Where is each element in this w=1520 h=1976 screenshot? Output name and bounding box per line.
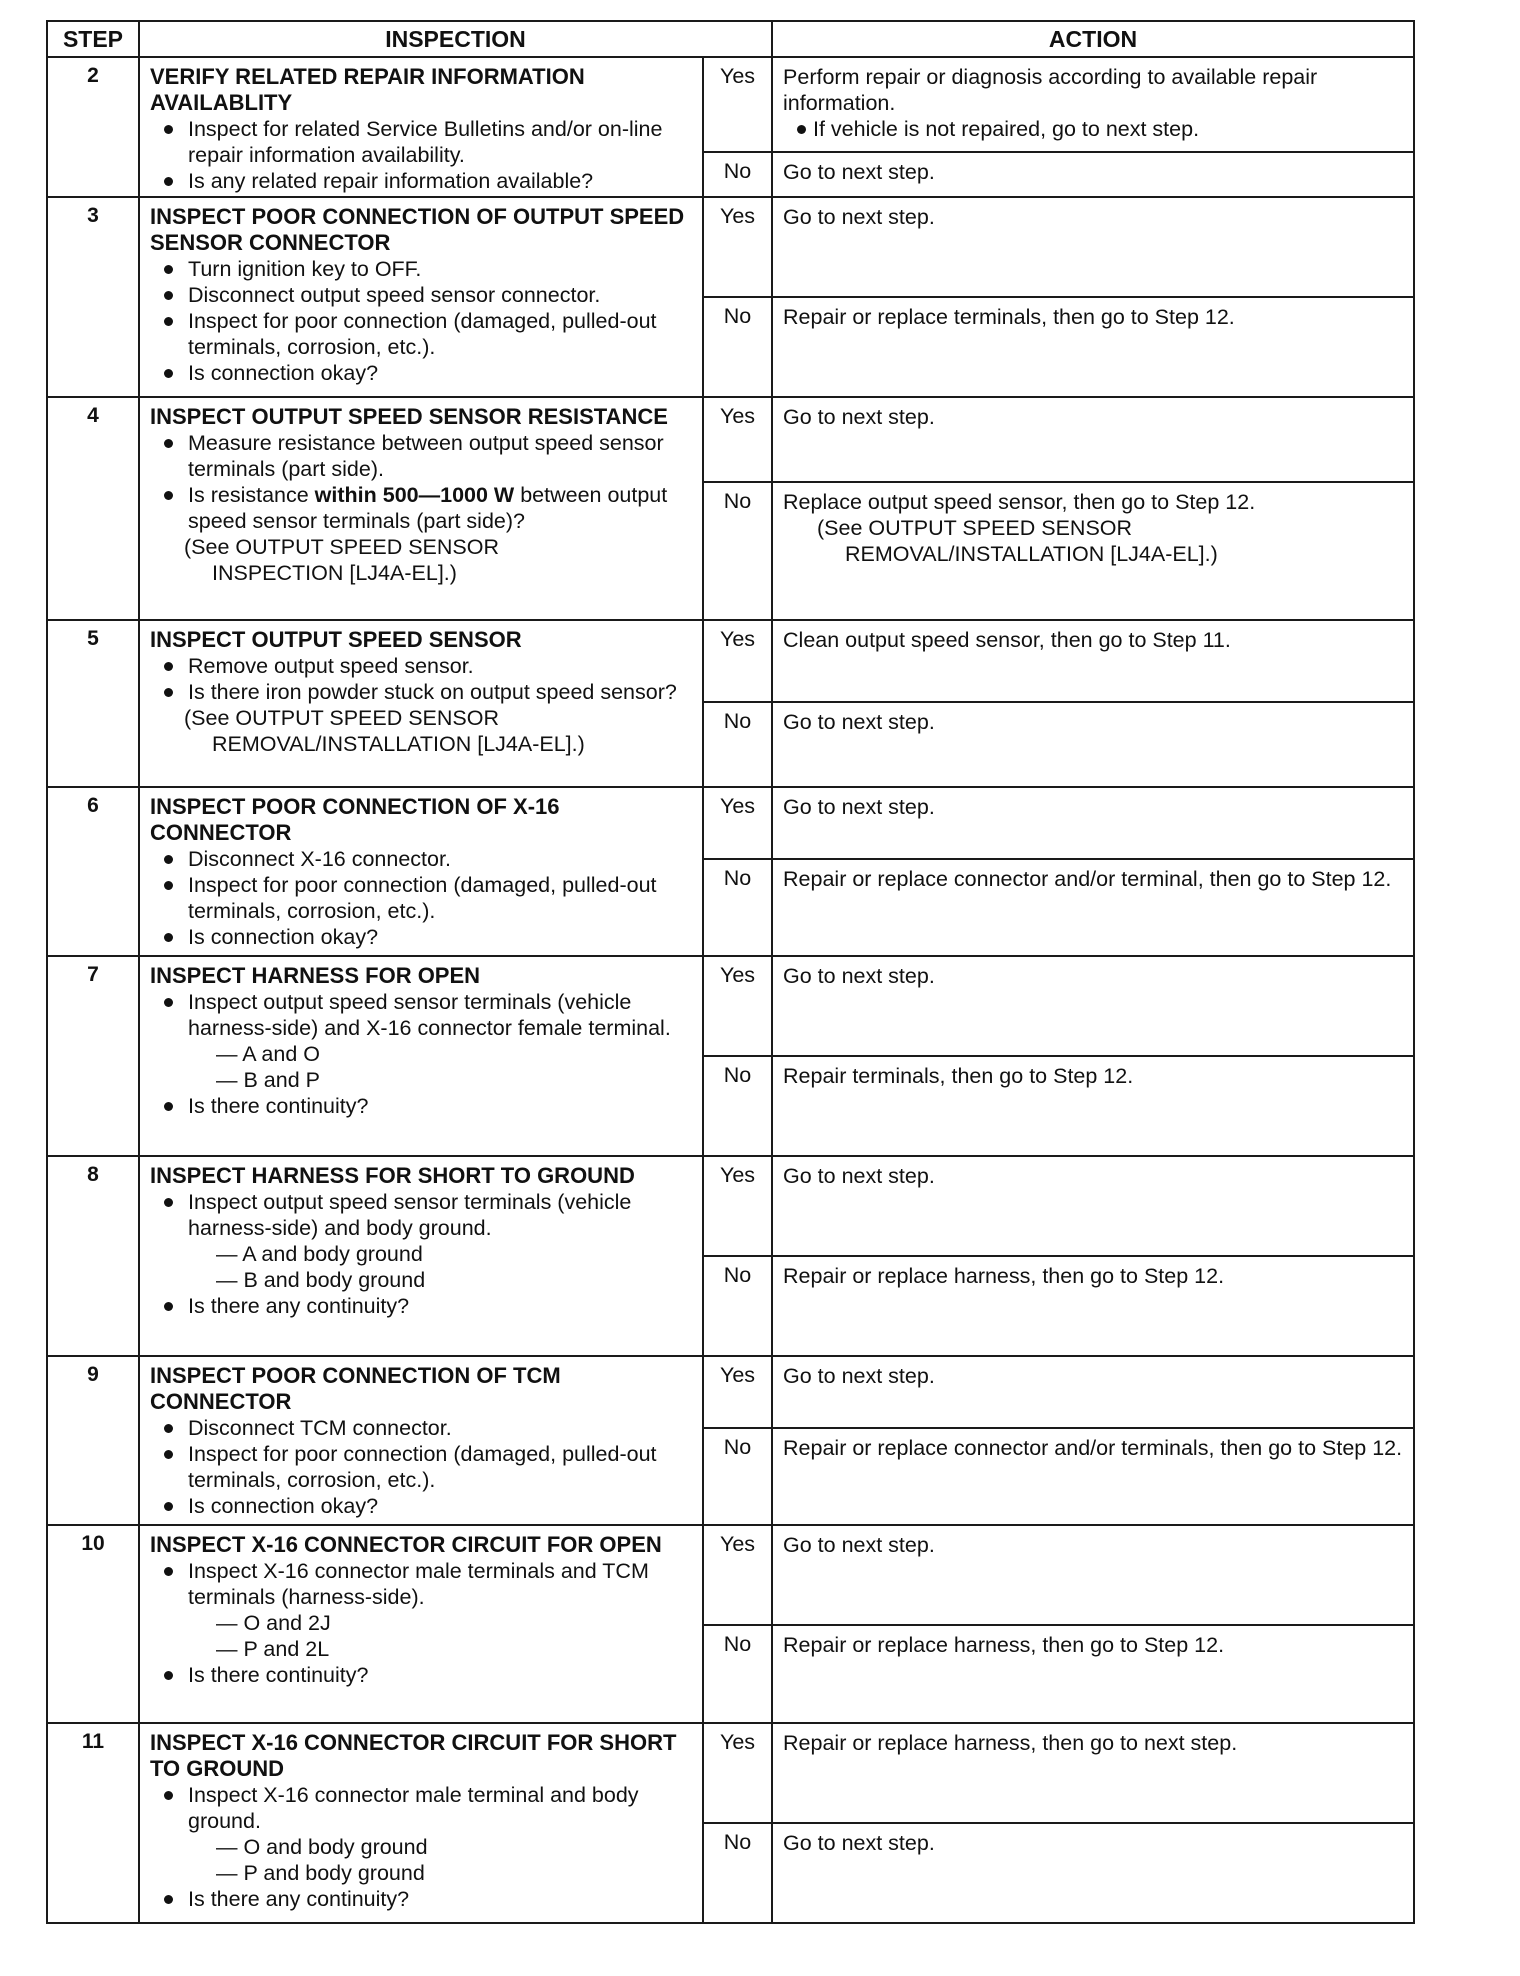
terminal-pair: — O and body ground xyxy=(216,1835,428,1859)
yes-label: Yes xyxy=(703,397,772,482)
see-reference: REMOVAL/INSTALLATION [LJ4A-EL].) xyxy=(845,542,1218,566)
no-action: Repair or replace terminals, then go to Step 12. xyxy=(772,297,1414,397)
action-text: Replace output speed sensor, then go to Step 12. xyxy=(783,490,1256,514)
yes-action: Repair or replace harness, then go to next step. xyxy=(772,1723,1414,1823)
header-row xyxy=(47,21,1414,57)
yes-label: Yes xyxy=(703,197,772,297)
no-action: Repair or replace connector and/or terminals, then go to Step 12. xyxy=(772,1428,1414,1525)
no-label: No xyxy=(703,152,772,197)
inspection-title: INSPECT HARNESS FOR SHORT TO GROUND xyxy=(150,1163,635,1188)
inspection-title: INSPECT POOR CONNECTION OF X-16 CONNECTOR xyxy=(150,794,560,845)
table-row xyxy=(47,1525,1414,1625)
table-row xyxy=(47,57,1414,152)
inspection-cell xyxy=(139,57,703,197)
terminal-pair: — A and body ground xyxy=(216,1242,423,1266)
inspection-title: INSPECT POOR CONNECTION OF OUTPUT SPEED SENSOR CONNECTOR xyxy=(150,204,685,255)
header-inspection: INSPECTION xyxy=(139,21,772,57)
yes-label: Yes xyxy=(703,57,772,152)
no-action: Repair or replace harness, then go to Step 12. xyxy=(772,1256,1414,1356)
yes-action: Go to next step. xyxy=(772,397,1414,482)
step-number: 6 xyxy=(47,787,139,956)
no-label: No xyxy=(703,1256,772,1356)
yes-action: Go to next step. xyxy=(772,787,1414,859)
inspection-bullet: Is resistance within 500—1000 W between output speed sensor terminals (part side)? xyxy=(150,482,694,534)
see-reference: (See OUTPUT SPEED SENSOR xyxy=(817,516,1133,540)
step-number: 4 xyxy=(47,397,139,620)
inspection-title: INSPECT OUTPUT SPEED SENSOR xyxy=(150,627,522,652)
yes-action: Go to next step. xyxy=(772,1356,1414,1428)
step-number: 3 xyxy=(47,197,139,397)
inspection-bullet: Inspect X-16 connector male terminals and TCM terminals (harness-side). xyxy=(150,1558,694,1610)
inspection-title: INSPECT OUTPUT SPEED SENSOR RESISTANCE xyxy=(150,404,668,429)
inspection-bullet: Inspect for poor connection (damaged, pulled-out terminals, corrosion, etc.). xyxy=(150,1441,694,1493)
no-label: No xyxy=(703,482,772,620)
no-action: Go to next step. xyxy=(772,1823,1414,1923)
inspection-cell xyxy=(139,1156,703,1356)
inspection-bullet: Is there continuity? xyxy=(150,1093,694,1119)
no-action: Repair terminals, then go to Step 12. xyxy=(772,1056,1414,1156)
yes-label: Yes xyxy=(703,787,772,859)
inspection-cell xyxy=(139,197,703,397)
step-number: 11 xyxy=(47,1723,139,1923)
inspection-bullet: Inspect X-16 connector male terminal and body ground. xyxy=(150,1782,694,1834)
no-label: No xyxy=(703,1428,772,1525)
yes-action: Go to next step. xyxy=(772,956,1414,1056)
inspection-bullet: Is there continuity? xyxy=(150,1662,694,1688)
inspection-bullet: Inspect for related Service Bulletins and/or on-line repair information availability. xyxy=(150,116,694,168)
inspection-bullet: Is any related repair information available? xyxy=(150,168,694,194)
inspection-title: INSPECT HARNESS FOR OPEN xyxy=(150,963,481,988)
step-number: 8 xyxy=(47,1156,139,1356)
table-row xyxy=(47,1356,1414,1428)
step-number: 2 xyxy=(47,57,139,197)
inspection-title: INSPECT X-16 CONNECTOR CIRCUIT FOR OPEN xyxy=(150,1532,662,1557)
terminal-pair: — A and O xyxy=(216,1042,320,1066)
action-bullet: If vehicle is not repaired, go to next step. xyxy=(783,116,1403,142)
inspection-bullet: Disconnect TCM connector. xyxy=(150,1415,694,1441)
inspection-cell xyxy=(139,620,703,787)
action-text: Perform repair or diagnosis according to available repair information. xyxy=(783,65,1318,115)
inspection-bullet: Inspect output speed sensor terminals (vehicle harness-side) and body ground. xyxy=(150,1189,694,1241)
no-action: Repair or replace connector and/or terminal, then go to Step 12. xyxy=(772,859,1414,956)
inspection-title: INSPECT X-16 CONNECTOR CIRCUIT FOR SHORT TO GROUND xyxy=(150,1730,677,1781)
table-row xyxy=(47,1723,1414,1823)
no-action: Go to next step. xyxy=(772,702,1414,787)
inspection-title: VERIFY RELATED REPAIR INFORMATION AVAILABLITY xyxy=(150,64,585,115)
step-number: 7 xyxy=(47,956,139,1156)
header-step: STEP xyxy=(47,21,139,57)
inspection-bullet: Is there any continuity? xyxy=(150,1293,694,1319)
terminal-pair: — P and body ground xyxy=(216,1861,425,1885)
inspection-bullet: Is connection okay? xyxy=(150,1493,694,1519)
see-reference: (See OUTPUT SPEED SENSOR xyxy=(184,706,500,730)
see-reference: INSPECTION [LJ4A-EL].) xyxy=(212,561,457,585)
inspection-bullet: Disconnect X-16 connector. xyxy=(150,846,694,872)
no-label: No xyxy=(703,859,772,956)
yes-label: Yes xyxy=(703,1723,772,1823)
inspection-bullet: Remove output speed sensor. xyxy=(150,653,694,679)
no-label: No xyxy=(703,1823,772,1923)
inspection-bullet: Measure resistance between output speed sensor terminals (part side). xyxy=(150,430,694,482)
inspection-bullet: Turn ignition key to OFF. xyxy=(150,256,694,282)
inspection-cell xyxy=(139,956,703,1156)
terminal-pair: — P and 2L xyxy=(216,1637,330,1661)
no-action xyxy=(772,482,1414,620)
no-label: No xyxy=(703,702,772,787)
inspection-bullet: Is connection okay? xyxy=(150,924,694,950)
terminal-pair: — B and P xyxy=(216,1068,320,1092)
inspection-cell xyxy=(139,1525,703,1723)
no-action: Repair or replace harness, then go to Step 12. xyxy=(772,1625,1414,1723)
see-reference: REMOVAL/INSTALLATION [LJ4A-EL].) xyxy=(212,732,585,756)
inspection-bullet: Inspect for poor connection (damaged, pulled-out terminals, corrosion, etc.). xyxy=(150,872,694,924)
inspection-bullet: Disconnect output speed sensor connector. xyxy=(150,282,694,308)
table-row xyxy=(47,956,1414,1056)
step-number: 5 xyxy=(47,620,139,787)
terminal-pair: — B and body ground xyxy=(216,1268,426,1292)
table-row xyxy=(47,620,1414,702)
terminal-pair: — O and 2J xyxy=(216,1611,331,1635)
header-action: ACTION xyxy=(772,21,1414,57)
no-action: Go to next step. xyxy=(772,152,1414,197)
table-row xyxy=(47,397,1414,482)
step-number: 10 xyxy=(47,1525,139,1723)
see-reference: (See OUTPUT SPEED SENSOR xyxy=(184,535,500,559)
step-number: 9 xyxy=(47,1356,139,1525)
inspection-cell xyxy=(139,787,703,956)
table-row xyxy=(47,787,1414,859)
inspection-bullet: Inspect for poor connection (damaged, pulled-out terminals, corrosion, etc.). xyxy=(150,308,694,360)
yes-action: Go to next step. xyxy=(772,197,1414,297)
inspection-cell xyxy=(139,397,703,620)
inspection-bullet: Inspect output speed sensor terminals (vehicle harness-side) and X-16 connector female terminal. xyxy=(150,989,694,1041)
inspection-title: INSPECT POOR CONNECTION OF TCM CONNECTOR xyxy=(150,1363,561,1414)
yes-label: Yes xyxy=(703,620,772,702)
yes-label: Yes xyxy=(703,1156,772,1256)
no-label: No xyxy=(703,1056,772,1156)
inspection-bullet: Is there any continuity? xyxy=(150,1886,694,1912)
yes-action: Go to next step. xyxy=(772,1156,1414,1256)
inspection-cell xyxy=(139,1723,703,1923)
table-row xyxy=(47,1156,1414,1256)
yes-label: Yes xyxy=(703,1525,772,1625)
yes-action xyxy=(772,57,1414,152)
no-label: No xyxy=(703,1625,772,1723)
yes-label: Yes xyxy=(703,1356,772,1428)
table-row xyxy=(47,197,1414,297)
inspection-cell xyxy=(139,1356,703,1525)
inspection-bullet: Is connection okay? xyxy=(150,360,694,386)
inspection-bullet: Is there iron powder stuck on output speed sensor? xyxy=(150,679,694,705)
yes-action: Go to next step. xyxy=(772,1525,1414,1625)
diagnostic-table xyxy=(46,20,1415,1924)
no-label: No xyxy=(703,297,772,397)
yes-label: Yes xyxy=(703,956,772,1056)
yes-action: Clean output speed sensor, then go to Step 11. xyxy=(772,620,1414,702)
